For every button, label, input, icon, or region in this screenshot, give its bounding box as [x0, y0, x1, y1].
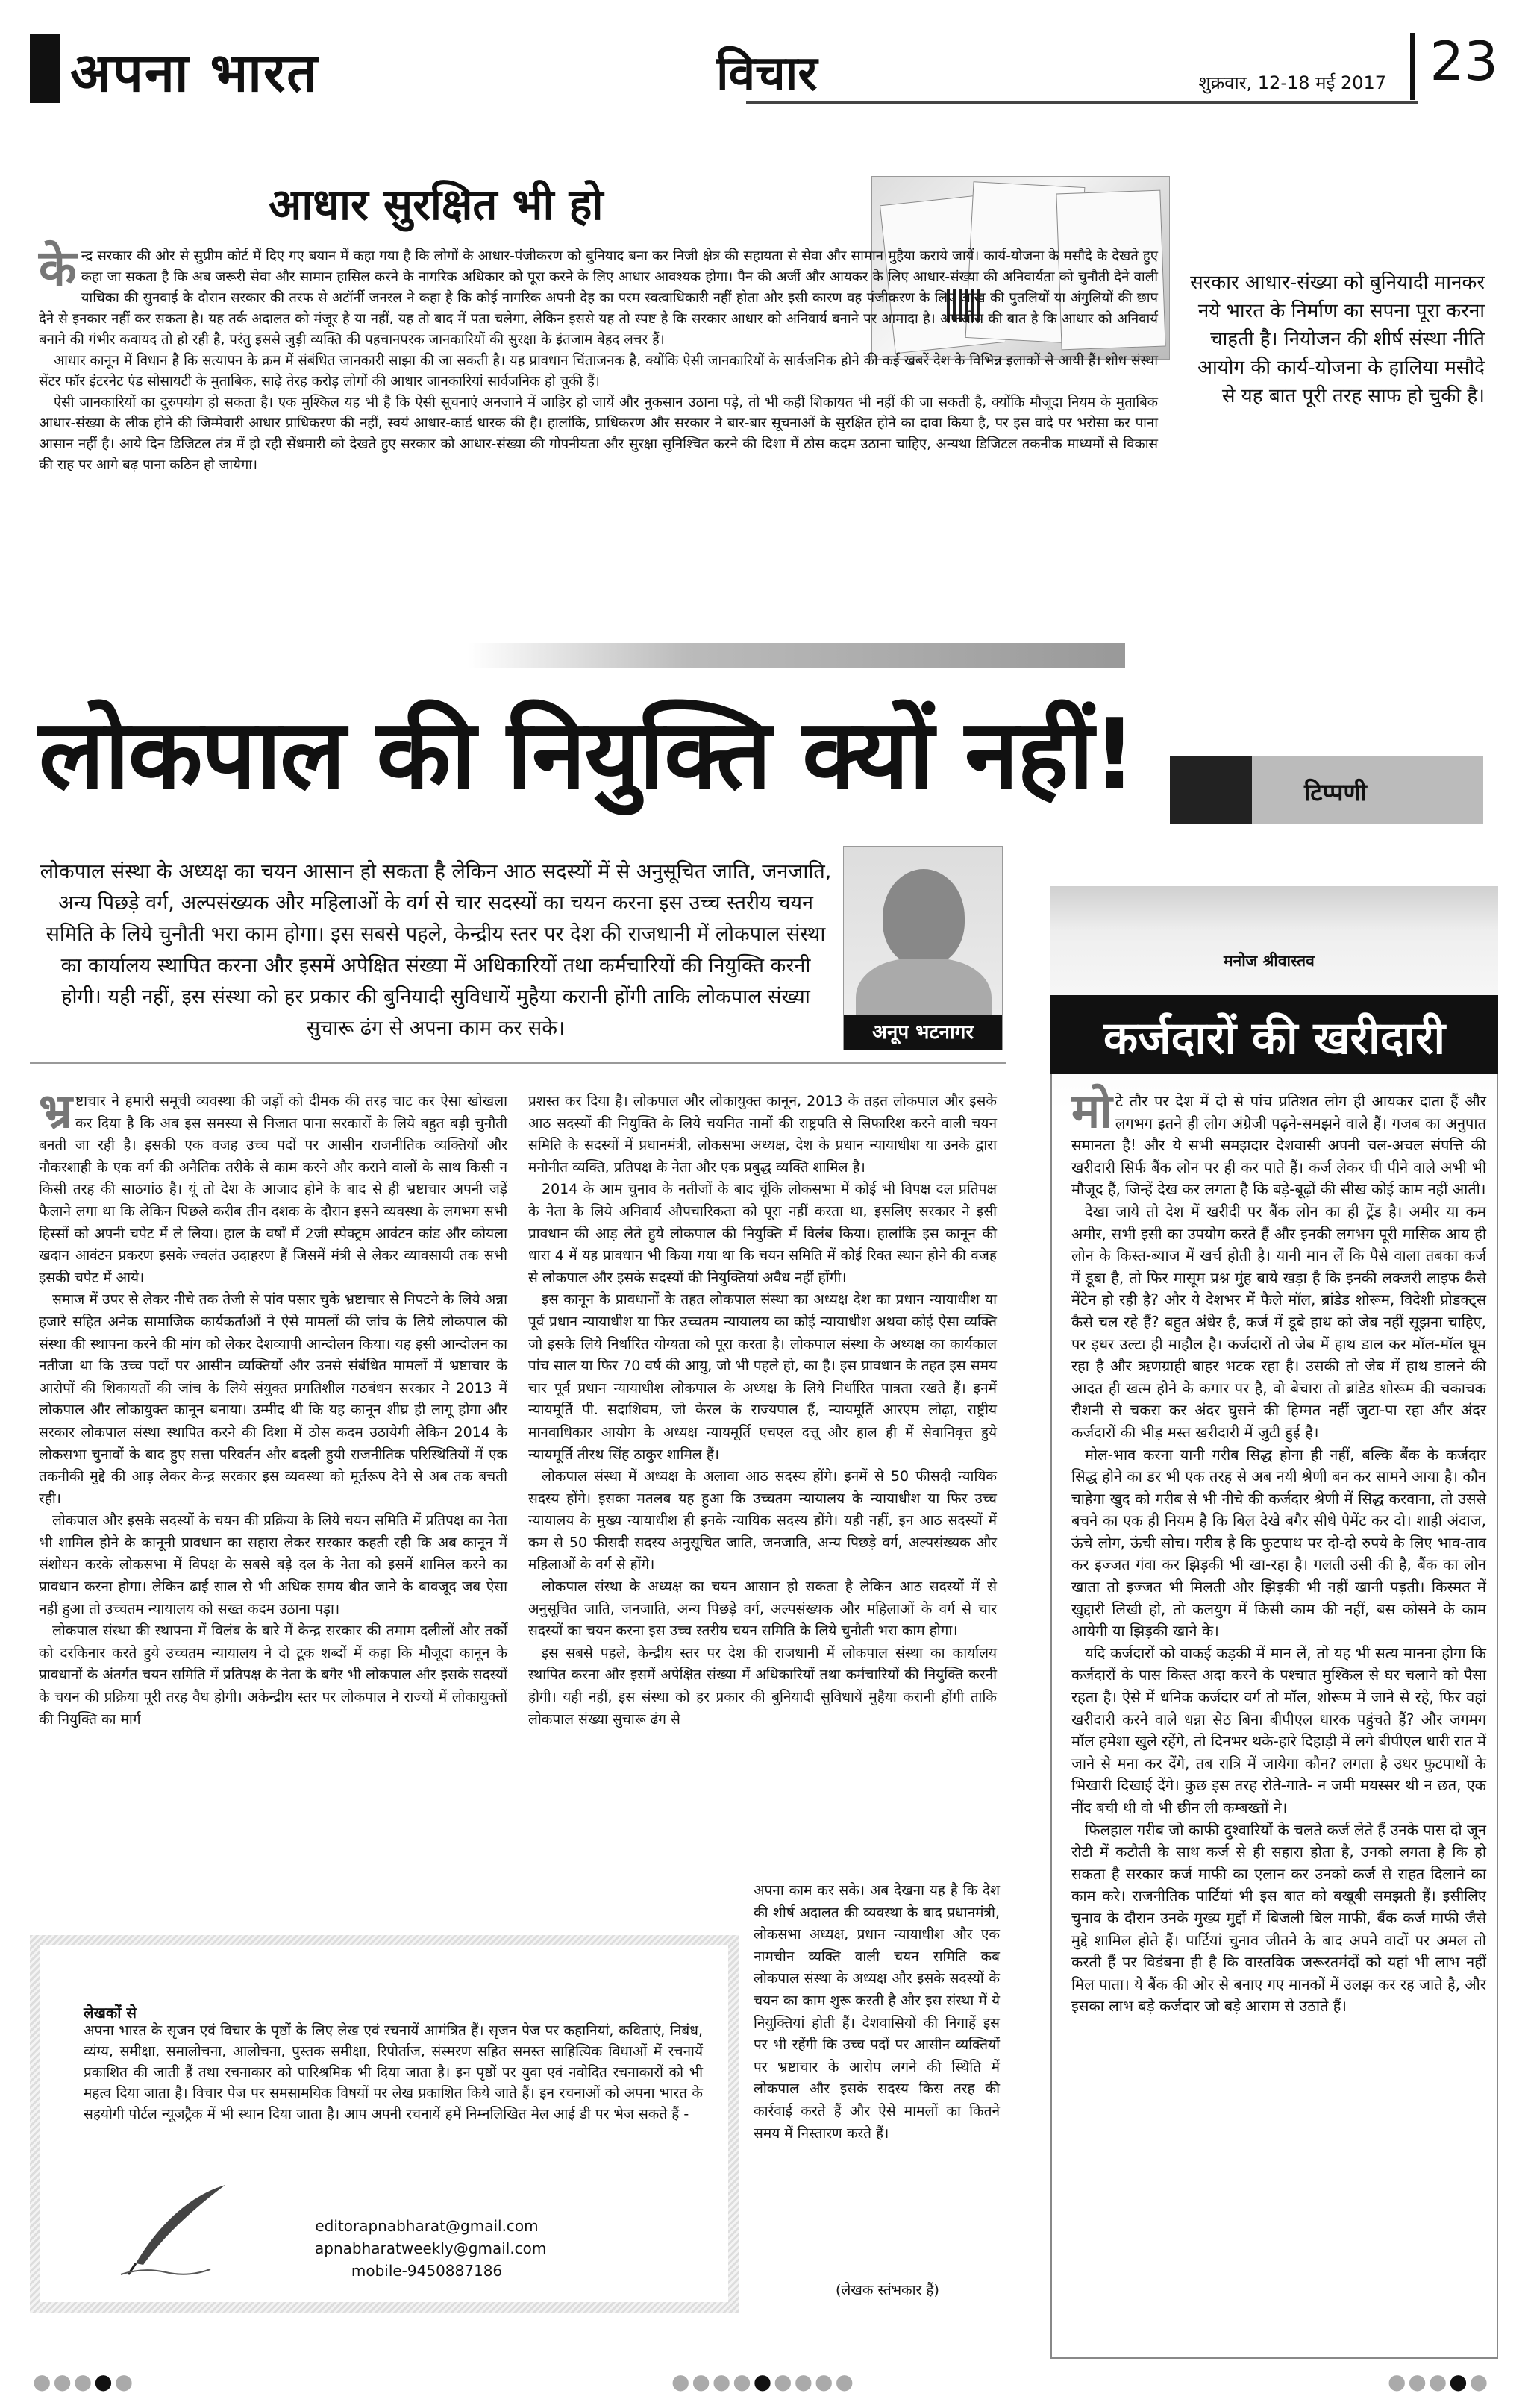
author-name: अनूप भटनागर: [844, 1015, 1002, 1050]
call-for-writers-heading: लेखकों से: [84, 2004, 137, 2022]
footer-dots-left: ●●●●●: [33, 2369, 136, 2394]
page-number: 23: [1430, 30, 1498, 93]
lokpal-column-1: भ्र ष्टाचार ने हमारी समूची व्यवस्था की जड़ों को दीमक की तरह चाट कर ऐसा खोखला कर दिया है कि अब इस समस्या से निजात पाना सरकारों के लिये बहुत बड़ी चुनौती बनती जा रही है। इसकी एक वजह उच्च पदों पर आसीन राजनीतिक व्यक्तियों और नौकरशाही के एक वर्ग की अनैतिक तरीके से काम करने और कराने वालों के साथ किसी न किसी तरह की साठगांठ है। यूं तो देश के आजाद होने के बाद से ही भ्रष्टाचार अपनी जड़ें फैलाने लगा था कि लेकिन पिछले करीब तीन दशक के दौरान इसने व्यवस्था के लगभग सभी हिस्सों को अपनी चपेट में ले लिया। हाल के वर्षों में 2जी स्पेक्ट्रम आवंटन कांड और कोयला खदान आवंटन प्रकरण इसके ज्वलंत उदाहरण हैं जिसमें मंत्री से लेकर व्यावसायी तक सभी इसकी चपेट में आये। समाज में उपर से लेकर नीचे तक तेजी से पांव पसार चुके भ्रष्टाचार से निपटने के लिये अन्ना हजारे सहित अनेक सामाजिक कार्यकर्ताओं ने ऐसे मामलों की जांच के लिये लोकपाल की संस्था की स्थापना करने की मांग को लेकर देशव्यापी आन्दोलन किया। यह इसी आन्दोलन का नतीजा था कि उच्च पदों पर आसीन व्यक्तियों और उनसे संबंधित मामलों में भ्रष्टाचार के आरोपों की शिकायतों की जांच के लिये संयुक्त प्रगतिशील गठबंधन सरकार ने 2013 में लोकपाल और लोकायुक्त कानून बनाया। उम्मीद थी कि यह कानून शीघ्र ही लागू होगा और सरकार लोकपाल संस्था स्थापित करने की दिशा में ठोस कदम उठायेगी लेकिन 2014 के लोकसभा चुनावों के बाद हुए सत्ता परिवर्तन और बदली हुयी राजनीतिक परिस्थितियों में एक तकनीकी मुद्दे की आड़ लेकर केन्द्र सरकार इस व्यवस्था को मूर्तरूप देने से अब तक बचती रही। लोकपाल और इसके सदस्यों के चयन की प्रक्रिया के लिये चयन समिति में प्रतिपक्ष का नेता भी शामिल होने के कानूनी प्रावधान का सहारा लेकर सरकार कहती रही कि अब कानून में संशोधन करके लोकसभा में विपक्ष के सबसे बड़े दल के नेता को इसमें शामिल करने का प्रावधान करना होगा। लेकिन ढाई साल से भी अधिक समय बीत जाने के बावजूद जब ऐसा नहीं हुआ तो उच्चतम न्यायालय को सख्त कदम उठाना पड़ा। लोकपाल संस्था की स्थापना में विलंब के बारे में केन्द्र सरकार की तमाम दलीलों और तर्कों को दरकिनार करते हुये उच्चतम न्यायालय ने दो टूक शब्दों में कहा कि मौजूदा कानून के प्रावधानों के अंतर्गत चयन समिति में प्रतिपक्ष के नेता के बगैर भी लोकपाल और इसके सदस्यों के चयन की प्रक्रिया पूरी तरह वैध होगी। अकेन्द्रीय स्तर पर लोकपाल ने राज्यों में लोकायुक्तों की नियुक्ति का मार्ग: [39, 1091, 507, 1731]
dropcap: भ्र: [39, 1083, 72, 1139]
quill-pen-icon: [113, 2181, 233, 2278]
paragraph: अपना काम कर सके। अब देखना यह है कि देश की शीर्ष अदालत की व्यवस्था के बाद प्रधानमंत्री, लोकसभा अध्यक्ष, प्रधान न्यायाधीश और एक नामचीन व्यक्ति वाली चयन समिति कब लोकपाल संस्था के अध्यक्ष और इसके सदस्यों के चयन का काम शुरू करती है और इस संस्था में ये नियुक्तियां होती हैं। देशवासियों की निगाहें इस पर भी रहेंगी कि उच्च पदों पर आसीन व्यक्तियों पर भ्रष्टाचार के आरोप लगने की स्थिति में लोकपाल और इसके सदस्य किस तरह की कार्रवाई करते हैं और ऐसे मामलों का कितने समय में निस्तारण करते हैं।: [754, 1882, 1000, 2142]
lokpal-headline: लोकपाल की नियुक्ति क्यों नहीं!: [39, 697, 1136, 811]
paragraph: 2014 के आम चुनाव के नतीजों के बाद चूंकि लोकसभा में कोई भी विपक्ष दल प्रतिपक्ष के नेता के लिये अनिवार्य औपचारिकता को पूरा नहीं करता था, इसलिए सरकार ने इसी प्रावधान की आड़ लेते हुये लोकपाल की नियुक्ति में विलंब किया। हालांकि इस कानून की धारा 4 में यह प्रावधान भी किया गया था कि चयन समिति में कोई रिक्त स्थान होने की वजह से लोकपाल और इसके सदस्यों की नियुक्तियां अवैध नहीं होंगी।: [528, 1181, 997, 1286]
author-byline: (लेखक स्तंभकार हैं): [836, 2282, 939, 2298]
section-divider: [30, 643, 1125, 668]
paragraph: समाज में उपर से लेकर नीचे तक तेजी से पांव पसार चुके भ्रष्टाचार से निपटने के लिये अन्ना हजारे सहित अनेक सामाजिक कार्यकर्ताओं ने ऐसे मामलों की जांच के लिये लोकपाल की संस्था की स्थापना करने की मांग को लेकर देशव्यापी आन्दोलन किया। यह इसी आन्दोलन का नतीजा था कि उच्च पदों पर आसीन व्यक्तियों और उनसे संबंधित मामलों में भ्रष्टाचार के आरोपों की शिकायतों की जांच के लिये संयुक्त प्रगतिशील गठबंधन सरकार ने 2013 में लोकपाल और लोकायुक्त कानून बनाया। उम्मीद थी कि यह कानून शीघ्र ही लागू होगा और सरकार लोकपाल संस्था स्थापित करने की दिशा में ठोस कदम उठायेगी लेकिन 2014 के लोकसभा चुनावों के बाद हुए सत्ता परिवर्तन और बदली हुयी राजनीतिक परिस्थितियों में एक तकनीकी मुद्दे की आड़ लेकर केन्द्र सरकार इस व्यवस्था को मूर्तरूप देने से अब तक बचती रही।: [39, 1291, 507, 1507]
paragraph: प्रशस्त कर दिया है। लोकपाल और लोकायुक्त कानून, 2013 के तहत लोकपाल और इसके आठ सदस्यों की नियुक्ति के लिये चयनित नामों की राष्ट्रपति से सिफारिश करने वाली चयन समिति के सदस्यों में प्रधानमंत्री, लोकसभा अध्यक्ष, देश के प्रधान न्यायाधीश या उनके द्वारा मनोनीत व्यक्ति, प्रतिपक्ष के नेता और एक प्रबुद्ध व्यक्ति शामिल है।: [528, 1093, 997, 1176]
paragraph: मोल-भाव करना यानी गरीब सिद्ध होना ही नहीं, बल्कि बैंक के कर्जदार सिद्ध होने का डर भी एक तरह से अब नयी श्रेणी बन कर सामने आया है। कौन चाहेगा खुद को गरीब से भी नीचे की कर्जदार श्रेणी में सिद्ध करवाना, तो उससे बचने का एक ही नियम है कि बिल देखे बगैर सीधे पेमेंट कर दो। शाही अंदाज, ऊंचे लोग, ऊंची सोच। गरीब है कि फुटपाथ पर दो-दो रुपये के लिए भाव-ताव कर इज्जत गंवा कर झिड़की भी खा-रहा है। गलती उसी की है, बैंक का लोन खाता तो इज्जत भी मिलती और झिड़की भी नहीं खानी पड़ती। किस्मत में खुद्दारी लिखी हो, तो कलयुग में किसी काम की नहीं, बस कोसने के काम आयेगी या झिड़की खाने के।: [1071, 1445, 1486, 1640]
aadhaar-headline: आधार सुरक्षित भी हो: [269, 179, 604, 230]
call-for-writers-text: अपना भारत के सृजन एवं विचार के पृष्ठों के लिए लेख एवं रचनायें आमंत्रित हैं। सृजन पेज पर कहानियां, कविताएं, निबंध, व्यंग्य, समीक्षा, समालोचना, आलोचना, पुस्तक समीक्षा, रिपोर्ताज, संस्मरण सहित समस्त साहित्यिक विधाओं में रचनायें प्रकाशित की जाती हैं तथा रचनाकार को पारिश्रमिक भी दिया जाता है। इन पृष्ठों पर युवा एवं नवोदित रचनाकारों को भी महत्व दिया जाता है। विचार पेज पर समसामयिक विषयों पर लेख प्रकाशित किये जाते हैं। इन रचनाओं को अपना भारत के सहयोगी पोर्टल न्यूजट्रैक में भी स्थान दिया जाता है। आप अपनी रचनायें हमें निम्नलिखित मेल आई डी पर भेज सकते हैं -: [84, 2022, 703, 2122]
dropcap: मो: [1071, 1083, 1112, 1139]
lokpal-intro: लोकपाल संस्था के अध्यक्ष का चयन आसान हो सकता है लेकिन आठ सदस्यों में से अनुसूचित जाति, जनजाति, अन्य पिछड़े वर्ग, अल्पसंख्यक और महिलाओं के वर्ग से चार सदस्यों का चयन करना इस उच्च स्तरीय चयन समिति के लिये चुनौती भरा काम होगा। इस सबसे पहले, केन्द्रीय स्तर पर देश की राजधानी में लोकपाल संस्था का कार्यालय स्थापित करना और इसमें अपेक्षित संख्या में अधिकारियों तथा कर्मचारियों की नियुक्ति करनी होगी। यही नहीं, इस संस्था को हर प्रकार की बुनियादी सुविधायें मुहैया करानी होंगी ताकि लोकपाल संख्या सुचारू ढंग से अपना काम कर सके।: [40, 860, 832, 1040]
paragraph: आधार कानून में विधान है कि सत्यापन के क्रम में संबंधित जानकारी साझा की जा सकती है। यह प्रावधान चिंताजनक है, क्योंकि ऐसी जानकारियों के सार्वजनिक होने की कई खबरें देश के विभिन्न इलाकों से आयी हैं। शोध संस्था सेंटर फॉर इंटरनेट एंड सोसायटी के मुताबिक, साढ़े तेरह करोड़ लोगों की आधार जानकारियां सार्वजनिक हो चुकी हैं।: [39, 353, 1158, 389]
paragraph: ऐसी जानकारियों का दुरुपयोग हो सकता है। एक मुश्किल यह भी है कि ऐसी सूचनाएं अनजाने में जाहिर हो जायें और नुकसान उठाना पड़े, तो भी कहीं शिकायत भी नहीं की जा सकती है, क्योंकि मौजूदा नियम के मुताबिक आधार-संख्या के लीक होने की जिम्मेवारी आधार प्राधिकरण की नहीं, स्वयं आधार-कार्ड धारक की है। हालांकि, प्राधिकरण और सरकार ने बार-बार सूचनाओं के सुरक्षित होने का दावा किया है, पर इस वादे पर भरोसा कर पाना आसान नहीं है। आये दिन डिजिटल तंत्र में हो रही सेंधमारी को देखते हुए सरकार को आधार-संख्या की गोपनीयता और सुरक्षा सुनिश्चित करने की दिशा में ठोस कदम उठाना चाहिए, अन्यथा डिजिटल तकनीक माध्यमों से विकास की राह पर आगे बढ़ पाना कठिन हो जायेगा।: [39, 395, 1158, 473]
email-1[interactable]: editorapnabharat@gmail.com: [315, 2217, 539, 2235]
paragraph: इस कानून के प्रावधानों के तहत लोकपाल संस्था का अध्यक्ष देश का प्रधान न्यायाधीश या पूर्व प्रधान न्यायाधीश या फिर उच्चतम न्यायालय का कोई न्यायाधीश अथवा कोई ऐसा व्यक्ति जो इसके लिये निर्धारित योग्यता को पूरा करता है। लोकपाल संस्था के अध्यक्ष का कार्यकाल पांच साल या फिर 70 वर्ष की आयु, जो भी पहले हो, का है। इस प्रावधान के तहत इस समय चार पूर्व प्रधान न्यायाधीश लोकपाल के अध्यक्ष के लिये निर्धारित पात्रता रखते हैं। इनमें न्यायमूर्ति पी. सदाशिवम, जो केरल के राज्यपाल हैं, न्यायमूर्ति आरएम लोढ़ा, राष्ट्रीय मानवाधिकार आयोग के अध्यक्ष न्यायमूर्ति एचएल दत्तू और हाल ही में सेवानिवृत्त हुये न्यायमूर्ति तीरथ सिंह ठाकुर शामिल हैं।: [528, 1291, 997, 1463]
brand-logo: अपना भारत: [70, 40, 319, 104]
issue-date: शुक्रवार, 12-18 मई 2017: [1198, 72, 1386, 93]
tippani-label-box: [1170, 756, 1483, 824]
paragraph: लोकपाल संस्था के अध्यक्ष का चयन आसान हो सकता है लेकिन आठ सदस्यों में से अनुसूचित जाति, जनजाति, अन्य पिछड़े वर्ग, अल्पसंख्यक और महिलाओं के वर्ग से चार सदस्यों का चयन करना इस उच्च स्तरीय चयन समिति के लिये चुनौती भरा काम होगा।: [528, 1578, 997, 1640]
footer-dots-center: ●●●●●●●●●: [671, 2369, 856, 2394]
paragraph: लोकपाल संस्था में अध्यक्ष के अलावा आठ सदस्य होंगे। इनमें से 50 फीसदी न्यायिक सदस्य होंगे। इसका मतलब यह हुआ कि उच्चतम न्यायालय के न्यायाधीश या फिर उच्च न्यायालय के मुख्य न्यायाधीश ही इनके न्यायिक सदस्य होंगे। यही नहीं, इन आठ सदस्यों में कम से 50 फीसदी सदस्य अनुसूचित जाति, जनजाति, अन्य पिछड़े वर्ग, अल्पसंख्यक और महिलाओं के वर्ग से होंगे।: [528, 1468, 997, 1573]
commentary-author: मनोज श्रीवास्तव: [1224, 952, 1315, 970]
paragraph: यदि कर्जदारों को वाकई कड़की में मान लें, तो यह भी सत्य मानना होगा कि कर्जदारों के पास किस्त अदा करने के पश्चात मुश्किल से घर चलाने को पैसा रहता है। ऐसे में धनिक कर्जदार वर्ग तो मॉल, शोरूम में जाने से रहे, फिर वहां खरीदारी करने वाले धन्ना सेठ बिना बीपीएल धारक पहुंचते हैं? और जगमग मॉल हमेशा खुले रहेंगे, तो दिनभर थके-हारे दिहाड़ी में लगे बीपीएल धारी रात में जाने से मना कर देंगे, तब रात्रि में जायेगा कौन? लगता है उधर फुटपाथों के भिखारी दिखाई देंगे। कुछ इस तरह रोते-गाते- न जमी मयस्सर थी न छत, एक नींद बची थी वो भी छीन ली कम्बख्तों ने।: [1071, 1643, 1486, 1816]
header-divider: [1410, 33, 1415, 100]
mobile-number: mobile-9450887186: [351, 2262, 503, 2280]
paragraph: फिलहाल गरीब जो काफी दुश्वारियों के चलते कर्ज लेते हैं उनके पास दो जून रोटी में कटौती के साथ कर्ज से ही सहारा होता है, उनको लगता है कि हो सकता है सरकार कर्ज माफी का एलान कर उनको कर्ज से राहत दिलाने का काम करे। राजनीतिक पार्टियां भी इस बात को बखूबी समझती हैं। इसीलिए चुनाव के दौरान उनके मुख्य मुद्दों में बिजली बिल माफी, बैंक कर्ज माफी जैसे मुद्दे शामिल होते हैं। पार्टियां चुनाव जीतने के बाद अपने वादों पर अमल तो करती हैं पर विडंबना ही है कि वास्तविक जरूरतमंदों को यहां भी लाभ नहीं मिल पाता। ये बैंक की ओर से बनाए गए मानकों में उलझ कर रह जाते है, और इसका लाभ बड़े कर्जदार जो बड़े आराम से उठाते हैं।: [1071, 1820, 1486, 2016]
author-photo: [843, 846, 1003, 1050]
paragraph: देखा जाये तो देश में खरीदी पर बैंक लोन का ही ट्रेंड है। अमीर या कम अमीर, सभी इसी का उपयोग करते हैं और इनकी लगभग पूरी मासिक आय ही लोन के किस्त-ब्याज में खर्च होती है। यानी मान लें कि पैसे वाला तबका कर्ज में डूबा है, तो फिर मासूम प्रश्न मुंह बाये खड़ा है कि इनकी लक्जरी लाइफ कैसे मेंटेन हो रही है? और ये देशभर में फैले मॉल, ब्रांडेड शोरूम, विदेशी प्रोडक्ट्स कैसे चल रहे हैं? बहुत अंधेर है, कर्ज में डूबे हाथ को जेब नहीं सूझना चाहिए, पर इधर उल्टा ही माहौल है। कर्जदारों तो जेब में हाथ डाल कर मॉल-मॉल घूम रहा है और ऋणग्राही बाहर भटक रहा है। उसकी तो जेब में हाथ डालने की आदत ही खत्म होने के कगार पर है, वो बेचारा तो ब्रांडेड शोरूम की चकाचक रौशनी से चकरा कर अंदर घुसने की हिम्मत नहीं जुटा-पा रहा और अंदर कर्जदारों की भीड़ मस्त खरीदारी में जुटी हुई है।: [1071, 1202, 1486, 1441]
pull-quote: सरकार आधार-संख्या को बुनियादी मानकर नये भारत के निर्माण का सपना पूरा करना चाहती है। नियोजन की शीर्ष संस्था नीति आयोग की कार्य-योजना के हालिया मसौदे से यह बात पूरी तरह साफ हो चुकी है।: [1190, 272, 1485, 407]
footer-dots-right: ●●●●●: [1388, 2369, 1491, 2394]
intro-rule: [30, 1062, 1006, 1064]
lokpal-column-2: [528, 1091, 997, 1731]
lokpal-column-2-continued: [754, 1880, 1000, 2145]
tippani-label: टिप्पणी: [1304, 778, 1367, 806]
contact-info: [315, 2215, 547, 2282]
email-2[interactable]: apnabharatweekly@gmail.com: [315, 2239, 547, 2257]
commentary-title-box: [1050, 995, 1498, 1074]
dropcap: के: [39, 239, 77, 297]
header-rule: [746, 101, 1418, 104]
paragraph: लोकपाल और इसके सदस्यों के चयन की प्रक्रिया के लिये चयन समिति में प्रतिपक्ष का नेता भी शामिल होने के कानूनी प्रावधान का सहारा लेकर सरकार कहती रही कि अब कानून में संशोधन करके लोकसभा में विपक्ष के सबसे बड़े दल के नेता को इसमें शामिल करने का प्रावधान करना होगा। लेकिन ढाई साल से भी अधिक समय बीत जाने के बावजूद जब ऐसा नहीं हुआ तो उच्चतम न्यायालय को सख्त कदम उठाना पड़ा।: [39, 1512, 507, 1617]
masthead-bar: [30, 34, 60, 103]
section-title: विचार: [716, 46, 818, 101]
commentary-body: मोटे तौर पर देश में दो से पांच प्रतिशत लोग ही आयकर दाता हैं और लगभग इतने ही लोग अंग्रेजी पढ़ने-समझने वाले हैं। गजब का अनुपात समानता है! और ये सभी समझदार देशवासी अपनी चल-अचल संपत्ति की खरीदारी सिर्फ बैंक लोन पर ही कर पाते हैं। कर्ज लेकर घी पीने वाले अभी भी मौजूद हैं, जिन्हें देख कर लगता है कि बड़े-बूढ़ों की सीख कोई काम नहीं आती। देखा जाये तो देश में खरीदी पर बैंक लोन का ही ट्रेंड है। अमीर या कम अमीर, सभी इसी का उपयोग करते हैं और इनकी लगभग पूरी मासिक आय ही लोन के किस्त-ब्याज में खर्च होती है। यानी मान लें कि पैसे वाला तबका कर्ज में डूबा है, तो फिर मासूम प्रश्न मुंह बाये खड़ा है कि इनकी लक्जरी लाइफ कैसे मेंटेन हो रही है? और ये देशभर में फैले मॉल, ब्रांडेड शोरूम, विदेशी प्रोडक्ट्स कैसे चल रहे हैं? बहुत अंधेर है, कर्ज में डूबे हाथ को जेब नहीं सूझना चाहिए, पर इधर उल्टा ही माहौल है। कर्जदारों तो जेब में हाथ डाल कर मॉल-मॉल घूम रहा है और ऋणग्राही बाहर भटक रहा है। उसकी तो जेब में हाथ डालने की आदत ही खत्म होने के कगार पर है, वो बेचारा तो ब्रांडेड शोरूम की चकाचक रौशनी से चकरा कर अंदर घुसने की हिम्मत नहीं जुटा-पा रहा और अंदर कर्जदारों की भीड़ मस्त खरीदारी में जुटी हुई है। मोल-भाव करना यानी गरीब सिद्ध होना ही नहीं, बल्कि बैंक के कर्जदार सिद्ध होने का डर भी एक तरह से अब नयी श्रेणी बन कर सामने आया है। कौन चाहेगा खुद को गरीब से भी नीचे की कर्जदार श्रेणी में सिद्ध करवाना, तो उससे बचने का एक ही नियम है कि बिल देखे बगैर सीधे पेमेंट कर दो। शाही अंदाज, ऊंचे लोग, ऊंची सोच। गरीब है कि फुटपाथ पर दो-दो रुपये के लिए भाव-ताव कर इज्जत गंवा कर झिड़की भी खा-रहा है। गलती उसी की है, बैंक का लोन खाता तो इज्जत भी मिलती और झिड़की भी नहीं खानी पड़ती। किस्मत में खुद्दारी लिखी हो, तो कलयुग में किसी काम की नहीं, बस कोसने के काम आयेगी या झिड़की खाने के। यदि कर्जदारों को वाकई कड़की में मान लें, तो यह भी सत्य मानना होगा कि कर्जदारों के पास किस्त अदा करने के पश्चात मुश्किल से घर चलाने को पैसा रहता है। ऐसे में धनिक कर्जदार वर्ग तो मॉल, शोरूम में जाने से रहे, फिर वहां खरीदारी करने वाले धन्ना सेठ बिना बीपीएल धारक पहुंचते हैं? और जगमग मॉल हमेशा खुले रहेंगे, तो दिनभर थके-हारे दिहाड़ी में लगे बीपीएल धारी रात में जाने से मना कर देंगे, तब रात्रि में जायेगा कौन? लगता है उधर फुटपाथों के भिखारी दिखाई देंगे। कुछ इस तरह रोते-गाते- न जमी मयस्सर थी न छत, एक नींद बची थी वो भी छीन ली कम्बख्तों ने। फिलहाल गरीब जो काफी दुश्वारियों के चलते कर्ज लेते हैं उनके पास दो जून रोटी में कटौती के साथ कर्ज से ही सहारा होता है, उनको लगता है कि हो सकता है सरकार कर्ज माफी का एलान कर उनको कर्ज से राहत दिलाने का काम करे। राजनीतिक पार्टियां भी इस बात को बखूबी समझती हैं। इसीलिए चुनाव के दौरान उनके मुख्य मुद्दों में बिजली बिल माफी, बैंक कर्ज माफी जैसे मुद्दे शामिल होते हैं। पार्टियां चुनाव जीतने के बाद अपने वादों पर अमल तो करती हैं पर विडंबना ही है कि वास्तविक जरूरतमंदों को यहां भी लाभ नहीं मिल पाता। ये बैंक की ओर से बनाए गए मानकों में उलझ कर रह जाते है, और इसका लाभ बड़े कर्जदार जो बड़े आराम से उठाते हैं।: [1071, 1091, 1486, 2018]
call-for-writers-box: [30, 1935, 739, 2313]
commentary-title: कर्जदारों की खरीदारी: [1103, 1012, 1446, 1065]
masthead: [30, 30, 1498, 104]
paragraph: लोकपाल संस्था की स्थापना में विलंब के बारे में केन्द्र सरकार की तमाम दलीलों और तर्कों को दरकिनार करते हुये उच्चतम न्यायालय ने दो टूक शब्दों में कहा कि मौजूदा कानून के प्रावधानों के अंतर्गत चयन समिति में प्रतिपक्ष के नेता के बगैर भी लोकपाल और इसके सदस्यों के चयन की प्रक्रिया पूरी तरह वैध होगी। अकेन्द्रीय स्तर पर लोकपाल ने राज्यों में लोकायुक्तों की नियुक्ति का मार्ग: [39, 1622, 507, 1728]
paragraph: इस सबसे पहले, केन्द्रीय स्तर पर देश की राजधानी में लोकपाल संस्था का कार्यालय स्थापित करना और इसमें अपेक्षित संख्या में अधिकारियों तथा कर्मचारियों की नियुक्ति करनी होगी। यही नहीं, इस संस्था को हर प्रकार की बुनियादी सुविधायें मुहैया करानी होंगी ताकि लोकपाल संख्या सुचारू ढंग से: [528, 1644, 997, 1728]
aadhaar-article-body: केन्द्र सरकार की ओर से सुप्रीम कोर्ट में दिए गए बयान में कहा गया है कि लोगों के आधार-पंजीकरण को बुनियाद बना कर निजी क्षेत्र की सहायता से सेवा और सामान मुहैया कराये जायें। कार्य-योजना के मसौदे के देखते हुए कहा जा सकता है कि अब जरूरी सेवा और सामान हासिल करने के नागरिक अधिकार को पूरा करने के लिए आधार आवश्यक होगा। पैन की अर्जी और आयकर के लिए आधार-संख्या की अनिवार्यता को चुनौती देने वाली याचिका की सुनवाई के दौरान सरकार की तरफ से अटॉर्नी जनरल ने कहा है कि कोई नागरिक अपनी देह का परम स्वत्वाधिकारी नहीं होता और इसी कारण वह पंजीकरण के लिए आंख की पुतलियों या अंगुलियों की छाप देने से इनकार नहीं कर सकता है। यह तर्क अदालत को मंजूर है या नहीं, यह तो बाद में पता चलेगा, लेकिन इससे यह तो स्पष्ट है कि सरकार आधार को अनिवार्य बनाने पर आमादा है। अफसोस की बात है कि आधार को अनिवार्य बनाने की गंभीर कवायद तो हो रही है, परंतु इससे जुड़ी व्यक्ति की पहचानपरक जानकारियों की सुरक्षा के इंतजाम बेहद लचर हैं। आधार कानून में विधान है कि सत्यापन के क्रम में संबंधित जानकारी साझा की जा सकती है। यह प्रावधान चिंताजनक है, क्योंकि ऐसी जानकारियों के सार्वजनिक होने की कई खबरें देश के विभिन्न इलाकों से आयी हैं। शोध संस्था सेंटर फॉर इंटरनेट एंड सोसायटी के मुताबिक, साढ़े तेरह करोड़ लोगों की आधार जानकारियां सार्वजनिक हो चुकी हैं। ऐसी जानकारियों का दुरुपयोग हो सकता है। एक मुश्किल यह भी है कि ऐसी सूचनाएं अनजाने में जाहिर हो जायें और नुकसान उठाना पड़े, तो भी कहीं शिकायत भी नहीं की जा सकती है, क्योंकि मौजूदा नियम के मुताबिक आधार-संख्या के लीक होने की जिम्मेवारी आधार प्राधिकरण की नहीं, स्वयं आधार-कार्ड धारक की है। हालांकि, प्राधिकरण और सरकार ने बार-बार सूचनाओं के सुरक्षित होने का दावा किया है, पर इस वादे पर भरोसा कर पाना आसान नहीं है। आये दिन डिजिटल तंत्र में हो रही सेंधमारी को देखते हुए सरकार को आधार-संख्या की गोपनीयता और सुरक्षा सुनिश्चित करने की दिशा में ठोस कदम उठाना चाहिए, अन्यथा डिजिटल तकनीक माध्यमों से विकास की राह पर आगे बढ़ पाना कठिन हो जायेगा।: [39, 246, 1158, 476]
